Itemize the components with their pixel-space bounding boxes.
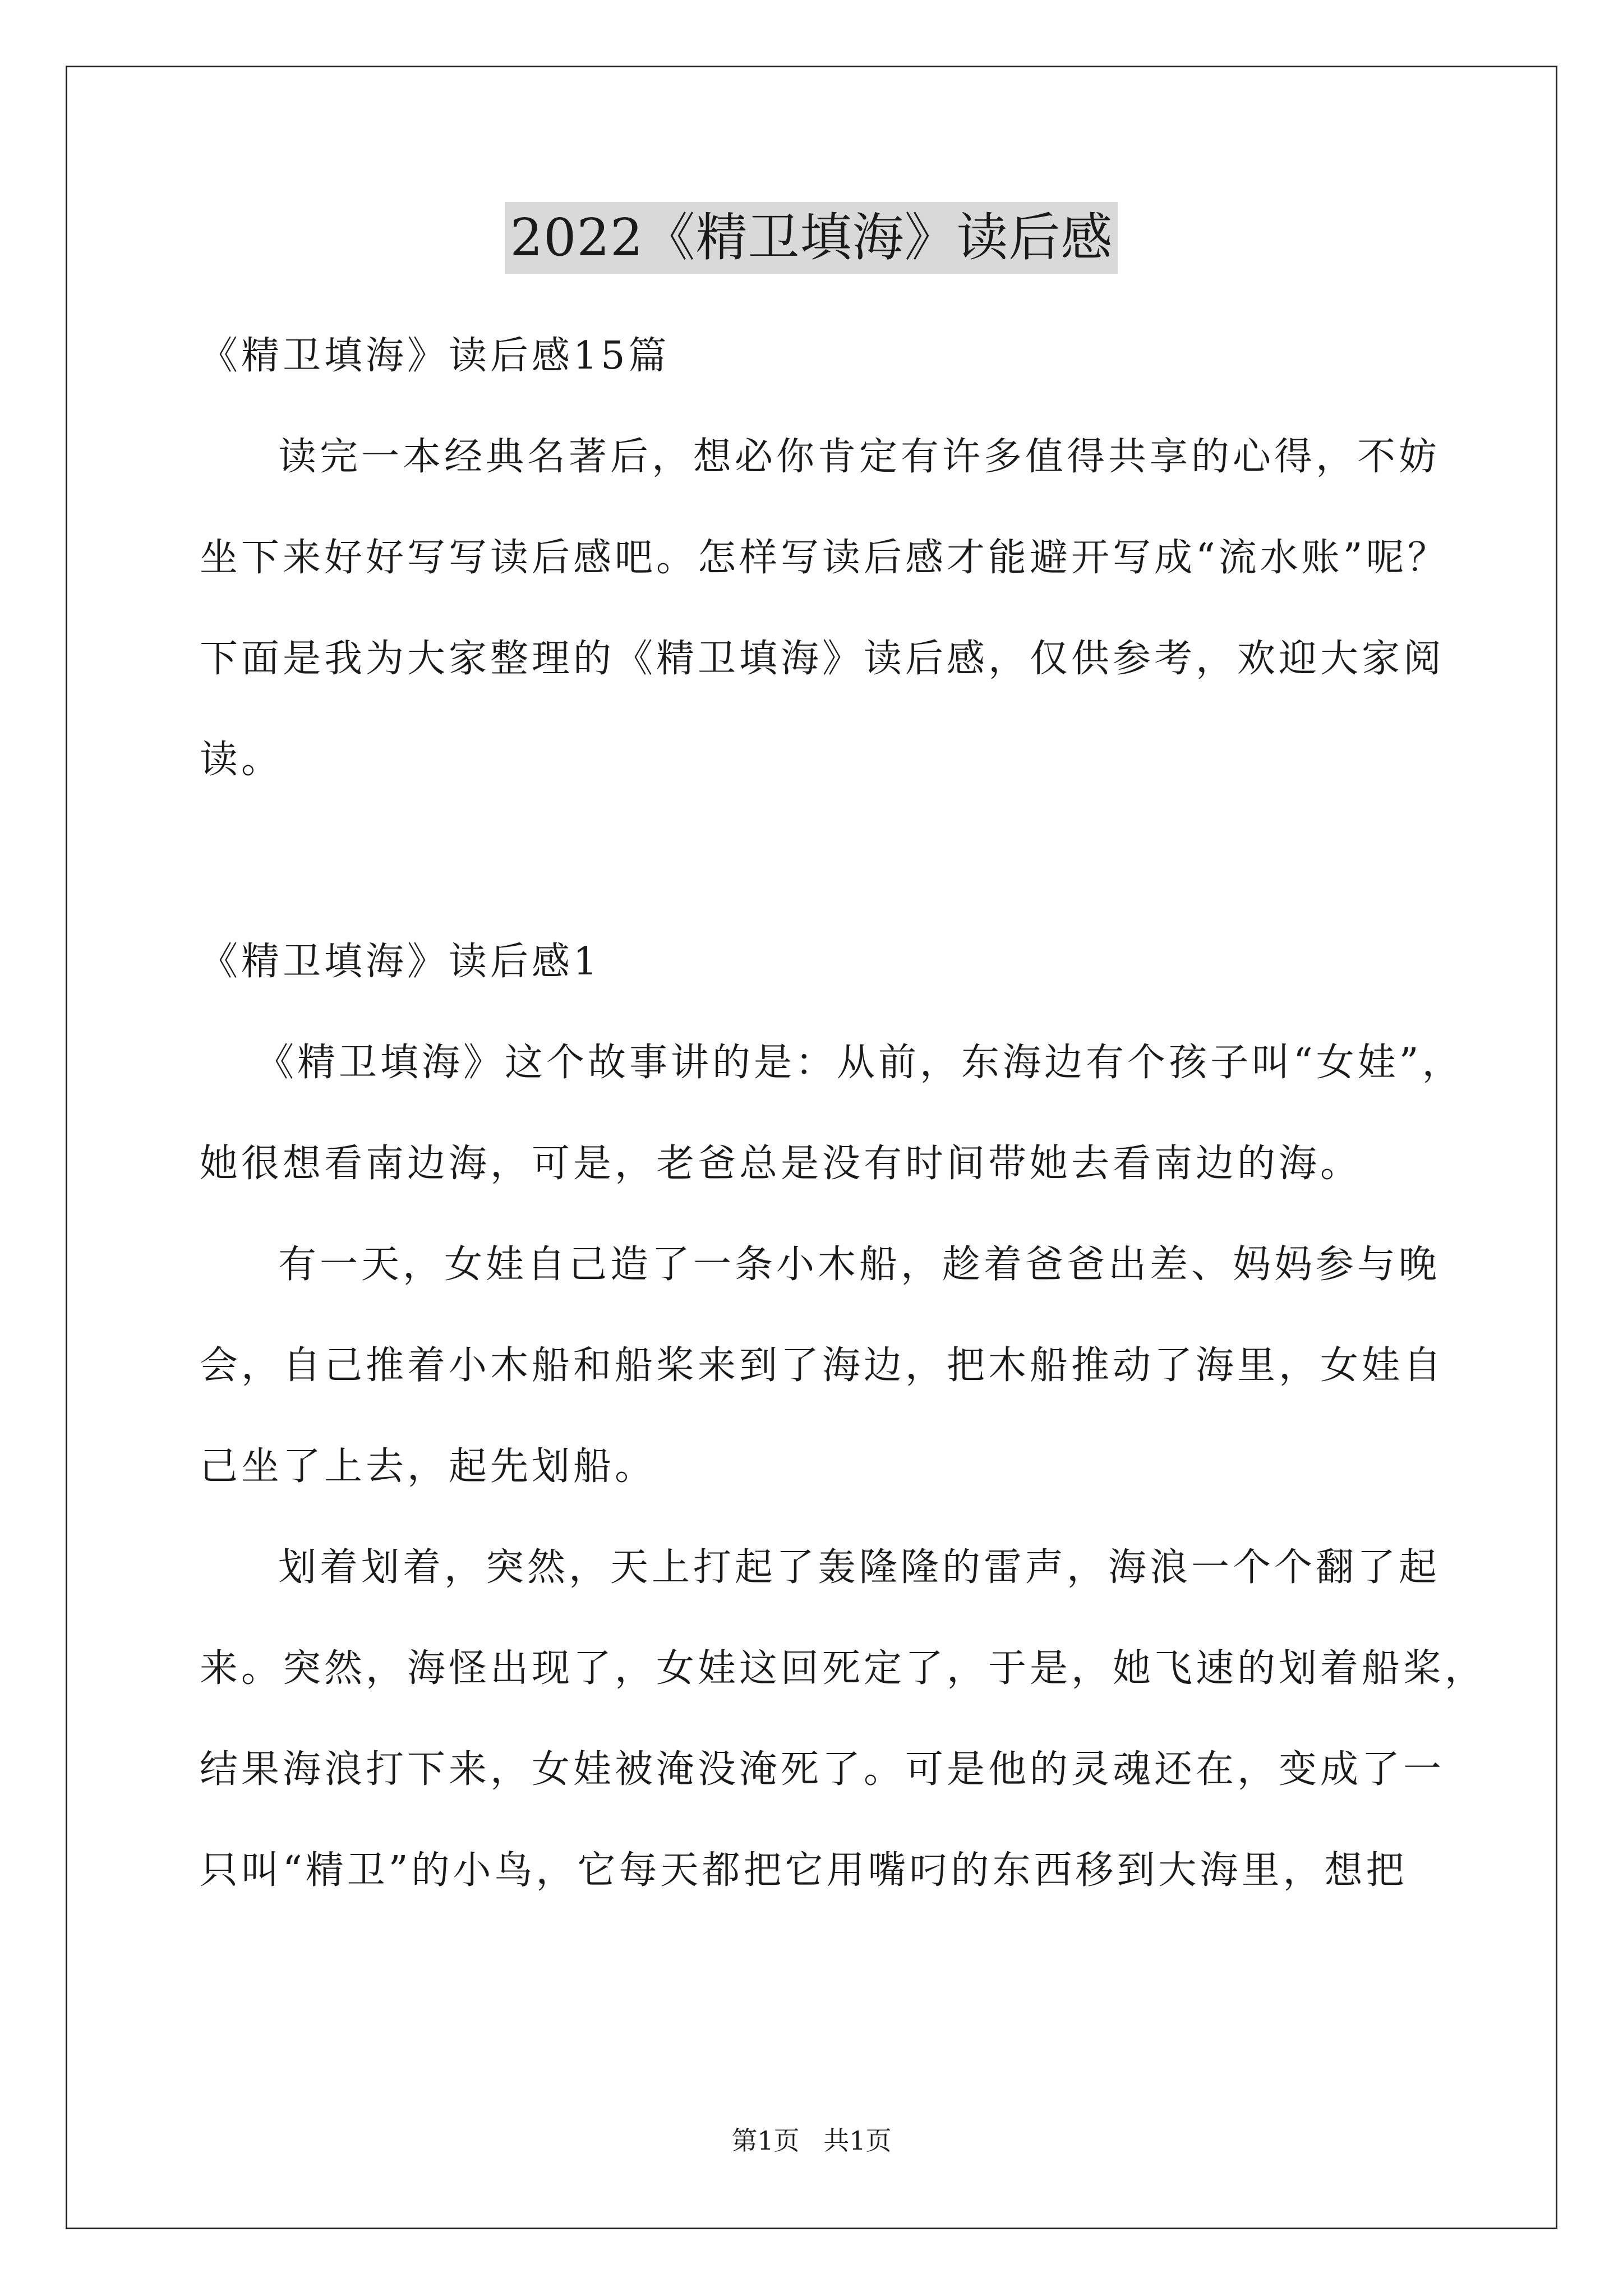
document-title: 2022《精卫填海》读后感 [505,202,1117,274]
paragraph-line: 有一天，女娃自己造了一条小木船，趁着爸爸出差、妈妈参与晚 [278,1243,1441,1287]
paragraph-line: 结果海浪打下来，女娃被淹没淹死了。可是他的灵魂还在，变成了一 [200,1747,1445,1792]
paragraph-line: 读完一本经典名著后，想必你肯定有许多值得共享的心得，不妨 [278,435,1441,479]
paragraph-line: 《精卫填海》这个故事讲的是：从前，东海边有个孩子叫“女娃”， [256,1041,1464,1085]
paragraph-line: 划着划着，突然，天上打起了轰隆隆的雷声，海浪一个个翻了起 [278,1545,1441,1590]
section-heading: 《精卫填海》读后感1 [200,940,601,984]
paragraph-line: 只叫“精卫”的小鸟，它每天都把它用嘴叼的东西移到大海里，想把 [200,1848,1408,1893]
page-number-total: 共1页 [823,2125,892,2156]
paragraph-line: 己坐了上去，起先划船。 [200,1444,657,1489]
page-number-current: 第1页 [731,2125,800,2156]
page-footer [0,2124,1623,2157]
paragraph-line: 下面是我为大家整理的《精卫填海》读后感，仅供参考，欢迎大家阅 [200,637,1445,681]
document-body [200,306,1487,1921]
title-container [0,202,1623,274]
subtitle-heading: 《精卫填海》读后感15篇 [200,334,670,378]
paragraph-line: 坐下来好好写写读后感吧。怎样写读后感才能避开写成“流水账”呢？ [200,536,1449,580]
paragraph-line: 来。突然，海怪出现了，女娃这回死定了，于是，她飞速的划着船桨， [200,1646,1487,1691]
paragraph-line: 她很想看南边海，可是，老爸总是没有时间带她去看南边的海。 [200,1142,1362,1186]
paragraph-line: 读。 [200,738,283,782]
paragraph-line: 会，自己推着小木船和船桨来到了海边，把木船推动了海里，女娃自 [200,1343,1445,1388]
blank-line [200,811,1479,912]
